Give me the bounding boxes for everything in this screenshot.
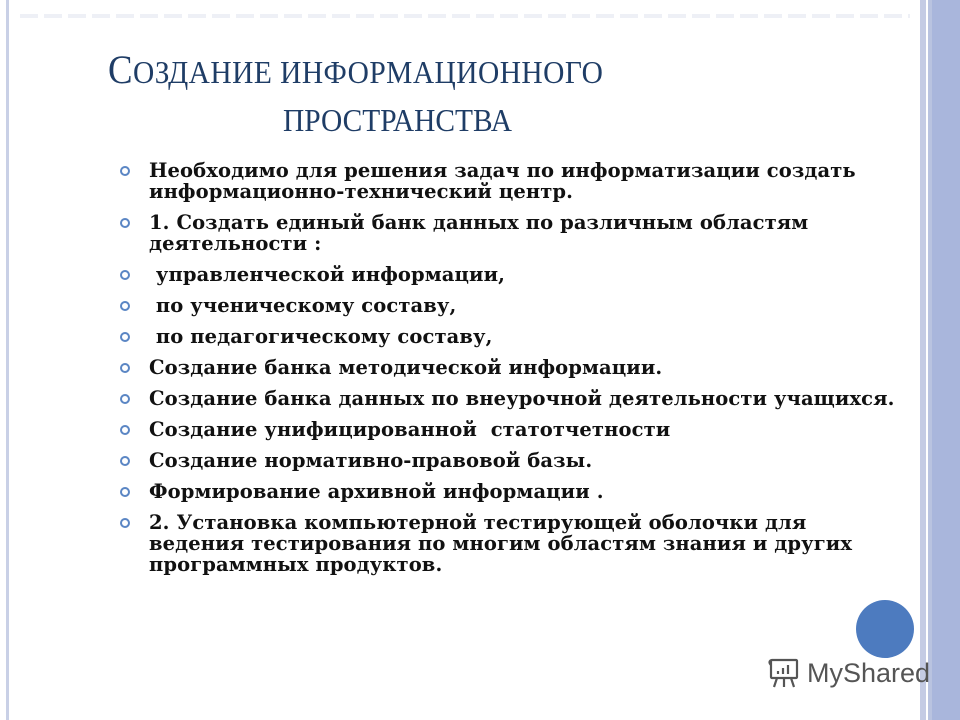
bullet-circle-icon	[120, 456, 130, 466]
myshared-watermark[interactable]	[767, 656, 930, 690]
list-item	[118, 450, 898, 471]
list-item-text: Создание унифицированной статотчетности	[149, 418, 671, 441]
bullet-list	[118, 160, 898, 585]
list-item-text: 2. Установка компьютерной тестирующей оболочки для ведения тестирования по многим областям знания и других программных продуктов.	[149, 511, 853, 576]
bullet-circle-icon	[120, 425, 130, 435]
list-item-text: Создание нормативно-правовой базы.	[149, 449, 593, 472]
list-item-text: по ученическому составу,	[149, 294, 457, 317]
title-first-letter: С	[108, 47, 134, 92]
title-line1: ОЗДАНИЕ ИНФОРМАЦИОННОГО	[133, 54, 604, 90]
list-item	[118, 512, 898, 575]
list-item	[118, 326, 898, 347]
list-item-text: Создание банка данных по внеурочной деятельности учащихся.	[149, 387, 895, 410]
bullet-circle-icon	[120, 394, 130, 404]
list-item-text: по педагогическому составу,	[149, 325, 493, 348]
list-item-text: Необходимо для решения задач по информатизации создать информационно-технический центр.	[149, 159, 856, 203]
list-item	[118, 419, 898, 440]
list-item-text: 1. Создать единый банк данных по различным областям деятельности :	[149, 211, 809, 255]
bullet-circle-icon	[120, 518, 130, 528]
list-item	[118, 212, 898, 254]
list-item	[118, 388, 898, 409]
list-item-text: Создание банка методической информации.	[149, 356, 663, 379]
bullet-circle-icon	[120, 301, 130, 311]
list-item	[118, 264, 898, 285]
list-item	[118, 357, 898, 378]
presentation-board-icon	[767, 656, 801, 690]
decorative-circle	[856, 600, 914, 658]
top-decoration	[20, 14, 910, 18]
bullet-circle-icon	[120, 166, 130, 176]
watermark-text: MyShared	[807, 657, 931, 688]
bullet-circle-icon	[120, 487, 130, 497]
list-item	[118, 481, 898, 502]
bullet-circle-icon	[120, 332, 130, 342]
list-item	[118, 295, 898, 316]
list-item	[118, 160, 898, 202]
title-line2: ПРОСТРАНСТВА	[283, 102, 513, 138]
bullet-circle-icon	[120, 363, 130, 373]
slide-right-border	[920, 0, 960, 720]
list-item-text: Формирование архивной информации .	[149, 480, 604, 503]
list-item-text: управленческой информации,	[149, 263, 506, 286]
bullet-circle-icon	[120, 218, 130, 228]
bullet-circle-icon	[120, 270, 130, 280]
slide-left-border	[6, 0, 9, 720]
